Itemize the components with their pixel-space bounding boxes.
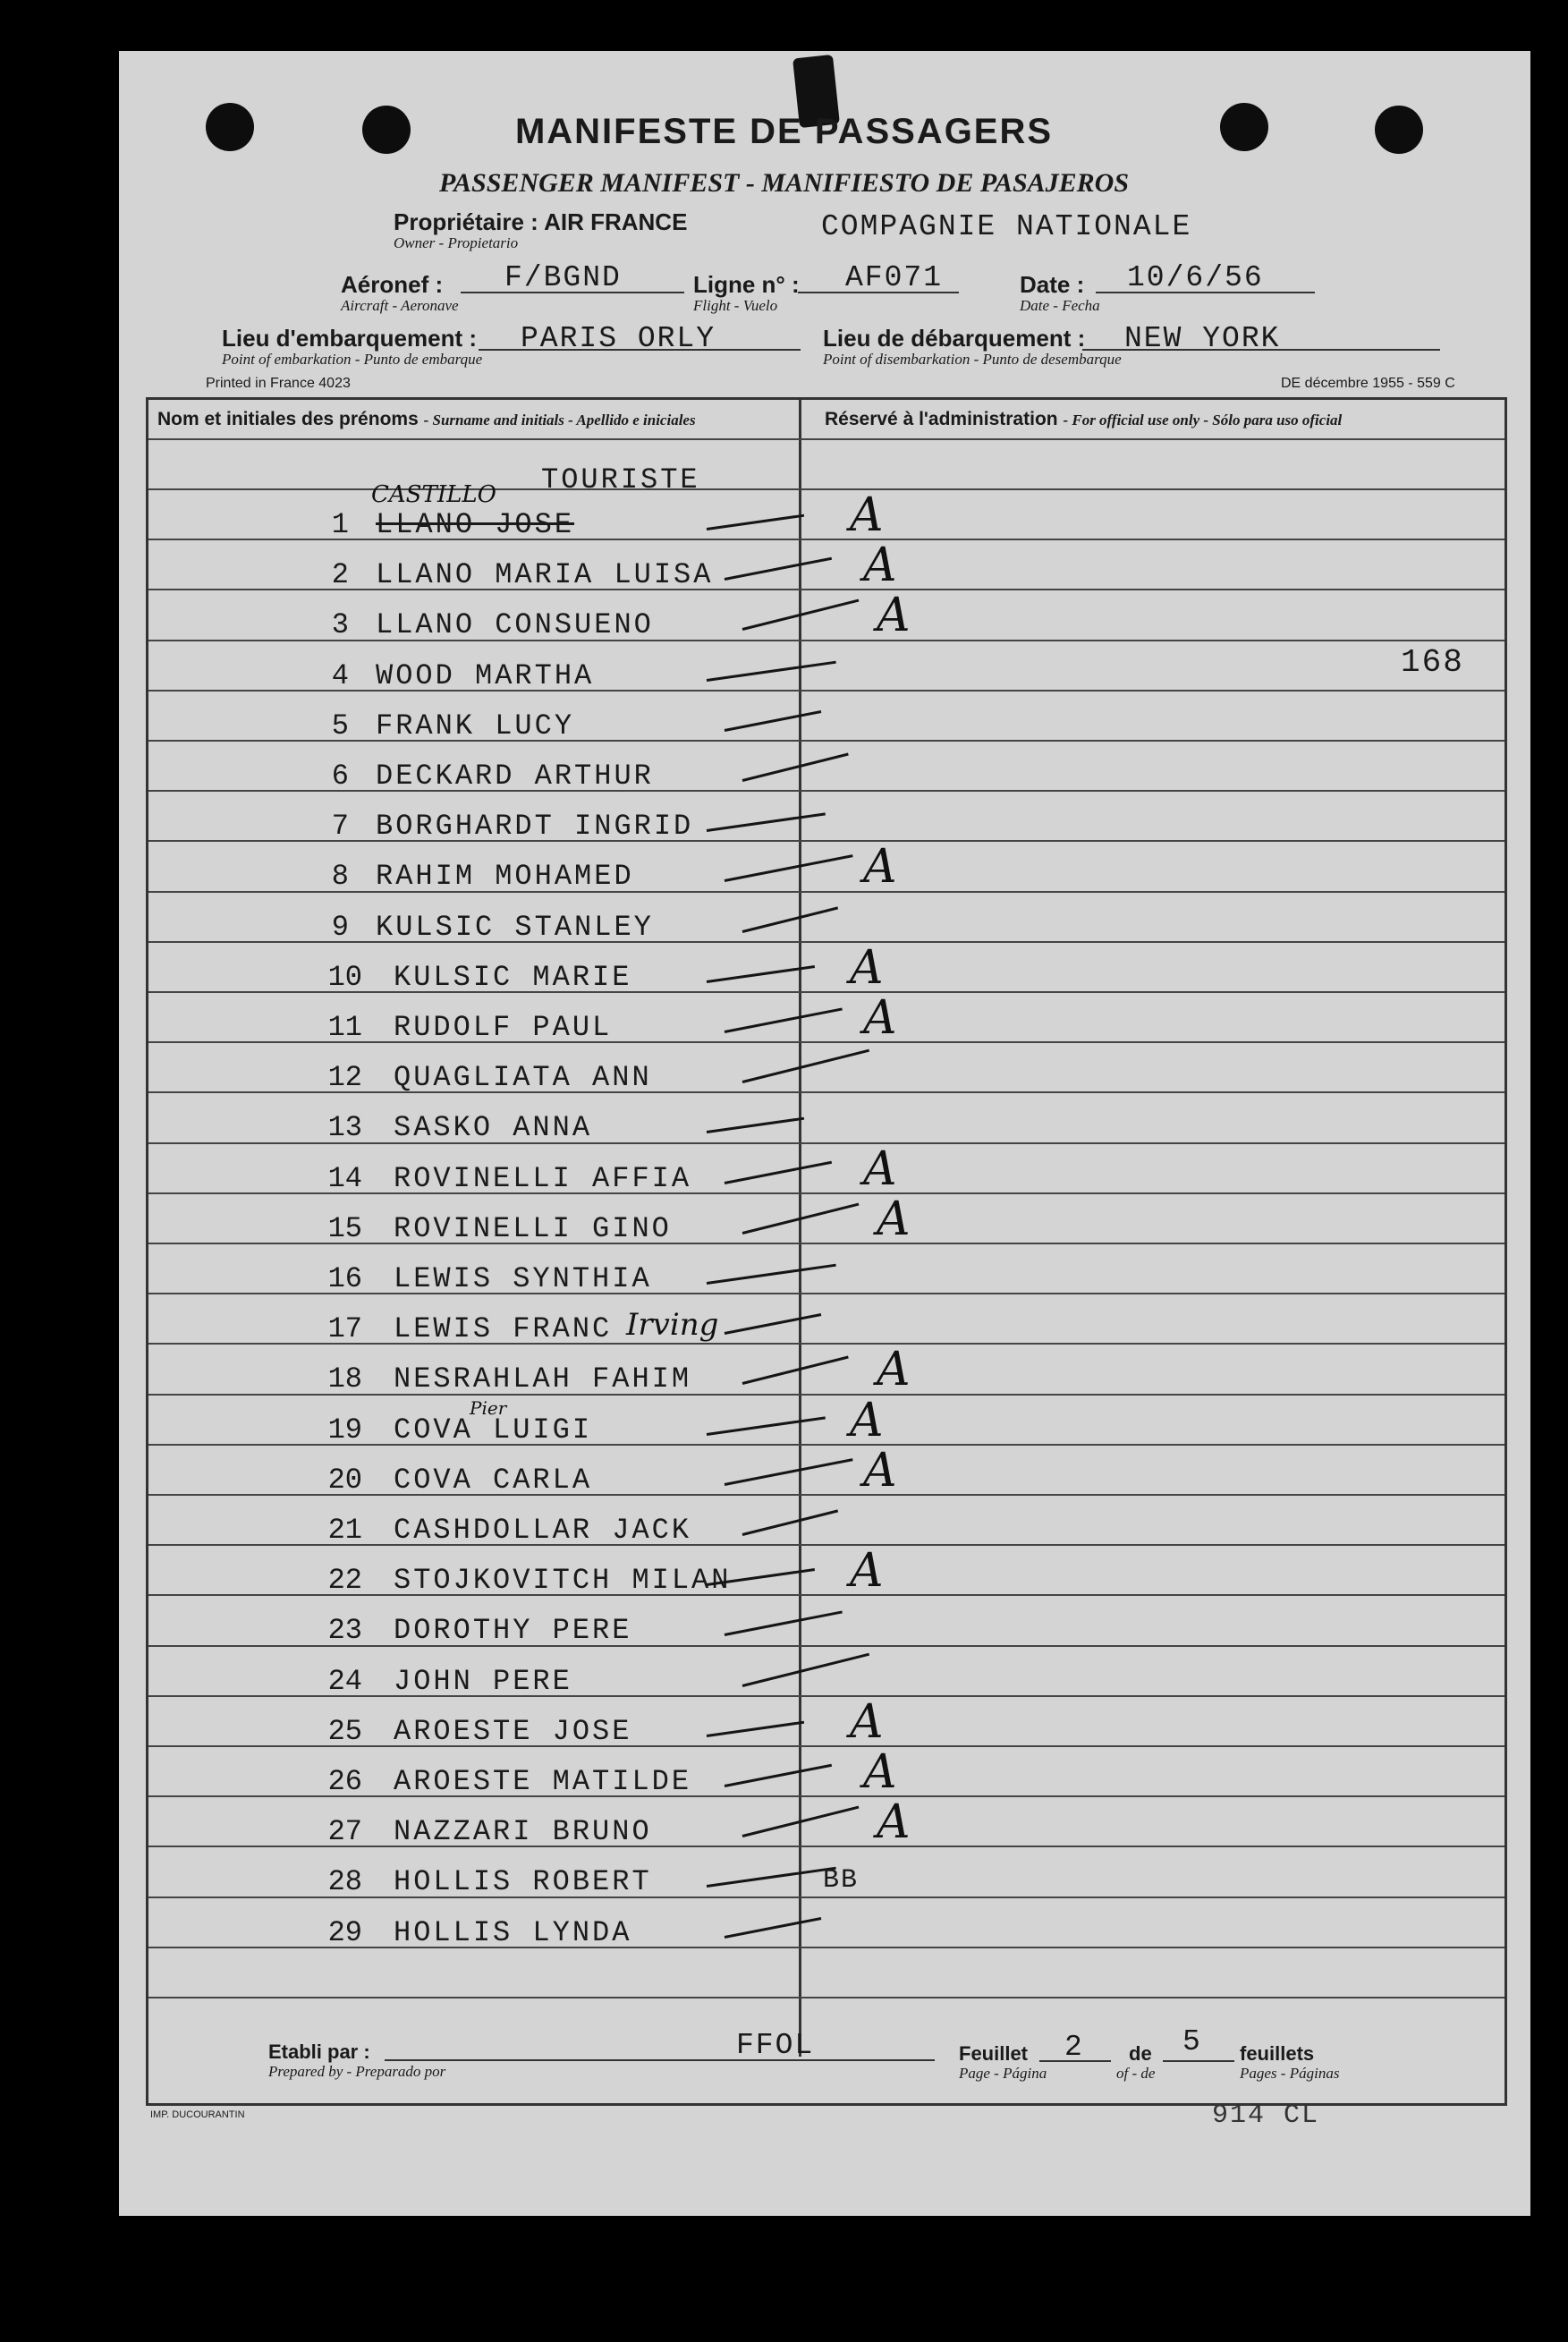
passenger-table <box>146 397 1507 2106</box>
approval-mark: A <box>850 1394 884 1447</box>
passenger-name: AROESTE MATILDE <box>394 1765 692 1798</box>
passenger-number: 18 <box>327 1362 362 1396</box>
approval-mark: A <box>877 589 911 642</box>
col-header-name <box>157 409 696 430</box>
passenger-number: 2 <box>331 558 349 591</box>
page-sublabel: Page - Página <box>959 2065 1047 2082</box>
passenger-name: SASKO ANNA <box>394 1111 593 1144</box>
sheet-fill-line <box>1039 2060 1111 2062</box>
passenger-number: 7 <box>331 810 349 843</box>
sheets-label: feuillets <box>1240 2042 1315 2065</box>
passenger-name: KULSIC STANLEY <box>376 911 654 944</box>
disembark-label: Lieu de débarquement : <box>823 325 1086 352</box>
disembark-sublabel: Point of disembarkation - Punto de desembarque <box>823 351 1122 368</box>
approval-mark: A <box>877 1795 911 1849</box>
passenger-number: 29 <box>327 1916 362 1949</box>
passenger-number: 15 <box>327 1212 362 1245</box>
flight-fill-line <box>798 292 959 293</box>
passenger-number: 23 <box>327 1614 362 1647</box>
approval-mark: A <box>863 840 897 894</box>
passenger-name: WOOD MARTHA <box>376 659 595 692</box>
aircraft-value: F/BGND <box>504 261 622 294</box>
table-rule <box>148 640 1504 641</box>
passenger-number: 14 <box>327 1162 362 1195</box>
embark-label: Lieu d'embarquement : <box>222 325 477 352</box>
passenger-number: 4 <box>331 659 349 692</box>
printed-in: Printed in France 4023 <box>206 376 351 391</box>
passenger-number: 24 <box>327 1665 362 1698</box>
passenger-name: CASHDOLLAR JACK <box>394 1514 692 1547</box>
embark-sublabel: Point of embarkation - Punto de embarque <box>222 351 483 368</box>
date-value: 10/6/56 <box>1127 261 1264 294</box>
table-rule <box>148 589 1504 590</box>
admin-note: BB <box>823 1865 860 1896</box>
approval-mark: A <box>863 539 897 592</box>
prepared-fill-line <box>385 2059 935 2061</box>
date-sublabel: Date - Fecha <box>1020 297 1100 314</box>
approval-mark: A <box>863 1142 897 1196</box>
passenger-number: 5 <box>331 709 349 742</box>
passenger-name: ROVINELLI GINO <box>394 1212 672 1245</box>
handwritten-correction: Pier <box>470 1397 507 1419</box>
passenger-number: 16 <box>327 1262 362 1295</box>
of-sublabel: of - de <box>1116 2065 1156 2082</box>
passenger-name: COVA LUIGI <box>394 1413 593 1447</box>
approval-mark: A <box>863 991 897 1045</box>
passenger-number: 21 <box>327 1514 362 1547</box>
table-rule <box>148 790 1504 792</box>
passenger-number: 6 <box>331 759 349 793</box>
col-header-name-fr: Nom et initiales des prénoms <box>157 409 419 429</box>
approval-mark: A <box>850 941 884 995</box>
passenger-name: STOJKOVITCH MILAN <box>394 1564 732 1597</box>
passenger-number: 17 <box>327 1312 362 1345</box>
passenger-name: KULSIC MARIE <box>394 961 632 994</box>
approval-mark: A <box>863 1444 897 1498</box>
passenger-name: LLANO JOSE <box>376 508 575 541</box>
passenger-name: ROVINELLI AFFIA <box>394 1162 692 1195</box>
passenger-number: 25 <box>327 1715 362 1748</box>
approval-mark: A <box>850 1544 884 1598</box>
flight-sublabel: Flight - Vuelo <box>693 297 778 314</box>
passenger-number: 19 <box>327 1413 362 1447</box>
form-subtitle: PASSENGER MANIFEST - MANIFIESTO DE PASAJEROS <box>438 168 1130 198</box>
sheet-label: Feuillet <box>959 2042 1029 2065</box>
col-header-admin <box>825 409 1342 430</box>
date-fill-line <box>1096 292 1315 293</box>
passenger-number: 26 <box>327 1765 362 1798</box>
passenger-name: NESRAHLAH FAHIM <box>394 1362 692 1396</box>
col-header-admin-fr: Réservé à l'administration <box>825 409 1058 429</box>
embark-fill-line <box>479 349 801 351</box>
aircraft-sublabel: Aircraft - Aeronave <box>341 297 459 314</box>
approval-mark: A <box>863 1745 897 1799</box>
passenger-number: 8 <box>331 860 349 893</box>
date-label: Date : <box>1020 271 1085 298</box>
table-rule <box>148 690 1504 692</box>
passenger-number: 28 <box>327 1865 362 1898</box>
prepared-value: FFOL <box>736 2029 815 2062</box>
owner-sublabel: Owner - Propietario <box>394 234 519 251</box>
passenger-name: HOLLIS LYNDA <box>394 1916 632 1949</box>
of-fill-line <box>1163 2060 1234 2062</box>
passenger-name: FRANK LUCY <box>376 709 575 742</box>
header-rule <box>148 438 1504 440</box>
flight-value: AF071 <box>845 261 944 294</box>
passenger-number: 3 <box>331 608 349 641</box>
passenger-name: LEWIS FRANC <box>394 1312 613 1345</box>
passenger-name: AROESTE JOSE <box>394 1715 632 1748</box>
table-rule <box>148 740 1504 742</box>
owner-value: COMPAGNIE NATIONALE <box>821 210 1192 243</box>
passenger-name: JOHN PERE <box>394 1665 572 1698</box>
embark-value: PARIS ORLY <box>521 322 716 355</box>
column-divider <box>799 397 801 2057</box>
passenger-name: LLANO MARIA LUISA <box>376 558 714 591</box>
passenger-name: BORGHARDT INGRID <box>376 810 694 843</box>
passenger-number: 12 <box>327 1061 362 1094</box>
table-rule <box>148 941 1504 943</box>
prepared-sublabel: Prepared by - Preparado por <box>268 2063 446 2080</box>
table-rule <box>148 539 1504 540</box>
handwritten-correction: CASTILLO <box>371 481 496 508</box>
disembark-value: NEW YORK <box>1124 322 1281 355</box>
passenger-name: NAZZARI BRUNO <box>394 1815 652 1848</box>
col-header-name-alt: - Surname and initials - Apellido e iniciales <box>423 412 696 429</box>
handwritten-correction: Irving <box>626 1307 719 1343</box>
passenger-name: DECKARD ARTHUR <box>376 759 654 793</box>
passenger-number: 27 <box>327 1815 362 1848</box>
passenger-name: DOROTHY PERE <box>394 1614 632 1647</box>
pages-sublabel: Pages - Páginas <box>1240 2065 1340 2082</box>
form-code: DE décembre 1955 - 559 C <box>1281 376 1455 391</box>
passenger-number: 10 <box>327 961 362 994</box>
sheet-value: 2 <box>1064 2031 1084 2064</box>
table-rule <box>148 840 1504 842</box>
form-title: MANIFESTE DE PASSAGERS <box>514 112 1054 151</box>
stamp-number: 168 <box>1401 644 1464 681</box>
col-header-admin-alt: - For official use only - Sólo para uso oficial <box>1063 412 1343 429</box>
aircraft-fill-line <box>461 292 684 293</box>
passenger-number: 9 <box>331 911 349 944</box>
passenger-name: COVA CARLA <box>394 1464 593 1497</box>
printer-code: IMP. DUCOURANTIN <box>150 2109 245 2120</box>
passenger-number: 20 <box>327 1464 362 1497</box>
margin-note: 914 CL <box>1212 2100 1320 2131</box>
passenger-number: 13 <box>327 1111 362 1144</box>
table-rule <box>148 488 1504 490</box>
passenger-number: 11 <box>327 1011 362 1044</box>
table-rule <box>148 1997 1504 1998</box>
owner-label: Propriétaire : AIR FRANCE <box>394 208 688 235</box>
flight-label: Ligne n° : <box>693 271 800 298</box>
passenger-name: LLANO CONSUENO <box>376 608 654 641</box>
approval-mark: A <box>877 1343 911 1396</box>
passenger-name: HOLLIS ROBERT <box>394 1865 652 1898</box>
passenger-number: 1 <box>331 508 349 541</box>
passenger-name: RUDOLF PAUL <box>394 1011 613 1044</box>
aircraft-label: Aéronef : <box>341 271 444 298</box>
passenger-number: 22 <box>327 1564 362 1597</box>
of-value: 5 <box>1182 2025 1202 2058</box>
of-label: de <box>1129 2042 1152 2065</box>
approval-mark: A <box>850 1695 884 1749</box>
disembark-fill-line <box>1082 349 1440 351</box>
passenger-name: RAHIM MOHAMED <box>376 860 634 893</box>
prepared-label: Etabli par : <box>268 2041 370 2063</box>
approval-mark: A <box>877 1192 911 1246</box>
approval-mark: A <box>850 488 884 542</box>
passenger-name: LEWIS SYNTHIA <box>394 1262 652 1295</box>
table-rule <box>148 891 1504 893</box>
section-label: TOURISTE <box>541 463 700 496</box>
passenger-name: QUAGLIATA ANN <box>394 1061 652 1094</box>
